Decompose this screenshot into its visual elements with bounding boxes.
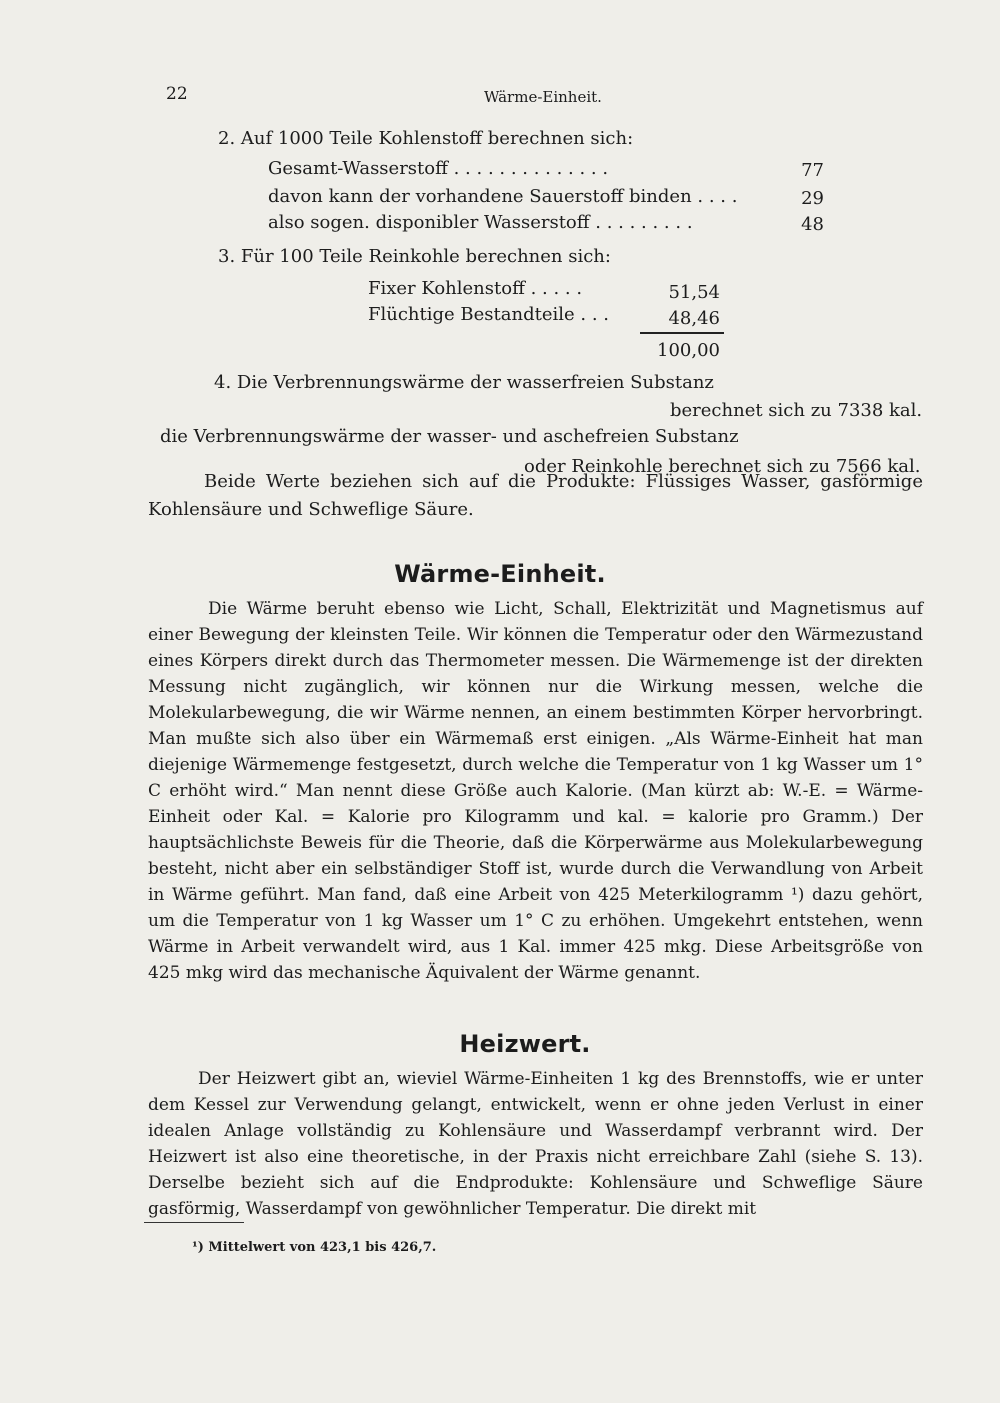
footnote-rule (144, 1222, 244, 1223)
heading-waerme-einheit: Wärme-Einheit. (394, 560, 606, 588)
section2-row-label: Gesamt-Wasserstoff . . . . . . . . . . . . . . (268, 158, 609, 179)
page-number: 22 (166, 84, 188, 104)
section2-row-value: 77 (801, 160, 824, 181)
section2-row-value: 48 (801, 214, 824, 235)
section4-line: oder Reinkohle berechnet sich zu 7566 kal. (524, 456, 921, 477)
section4-line: berechnet sich zu 7338 kal. (670, 400, 923, 421)
section2-row-label: davon kann der vorhandene Sauerstoff binden . . . . (268, 186, 738, 207)
section4-note: Beide Werte beziehen sich auf die Produkte: Flüssiges Wasser, gasförmige Kohlensäure und Schweflige Säure. (148, 471, 923, 520)
section3-row-label: Fixer Kohlenstoff . . . . . (368, 278, 583, 299)
paragraph-heizwert: Der Heizwert gibt an, wieviel Wärme-Einheiten 1 kg des Brennstoffs, wie er unter dem Kessel zur Verwendung gelangt, entwickelt, wenn er ohne jeden Verlust in einer idealen Anlage vollständig zu Kohlensäure und Wasserdampf verbrannt wird. Der Heizwert ist also eine theoretische, in der Praxis nicht erreichbare Zahl (siehe S. 13). Derselbe bezieht sich auf die Endprodukte: Kohlensäure und Schweflige Säure gasförmig, Wasserdampf von gewöhnlicher Temperatur. Die direkt mit (148, 1069, 923, 1219)
section2-intro: 2. Auf 1000 Teile Kohlenstoff berechnen sich: (218, 128, 634, 149)
section3-row-value: 51,54 (668, 282, 720, 303)
running-title: Wärme-Einheit. (484, 88, 602, 106)
section2-row-label: also sogen. disponibler Wasserstoff . . . . . . . . . (268, 212, 693, 233)
section2-row-value: 29 (801, 188, 824, 209)
section4-line: die Verbrennungswärme der wasser- und aschefreien Substanz (160, 426, 739, 447)
section3-row-value: 48,46 (668, 308, 720, 329)
footnote: ¹) Mittelwert von 423,1 bis 426,7. (192, 1240, 437, 1255)
paragraph-waerme-einheit: Die Wärme beruht ebenso wie Licht, Schall, Elektrizität und Magnetismus auf einer Bewegung der kleinsten Teile. Wir können die Temperatur oder den Wärmezustand eines Körpers direkt durch das Thermometer messen. Die Wärmemenge ist der direkten Messung nicht zugänglich, wir können nur die Wirkung messen, welche die Molekularbewegung, die wir Wärme nennen, an einem bestimmten Körper hervorbringt. Man mußte sich also über ein Wärmemaß erst einigen. „Als Wärme-Einheit hat man diejenige Wärmemenge festgesetzt, durch welche die Temperatur von 1 kg Wasser um 1° C erhöht wird.“ Man nennt diese Größe auch Kalorie. (Man kürzt ab: W.-E. = Wärme-Einheit oder Kal. = Kalorie pro Kilogramm und kal. = kalorie pro Gramm.) Der hauptsächlichste Beweis für die Theorie, daß die Körperwärme aus Molekularbewegung besteht, nicht aber ein selbständiger Stoff ist, wurde durch die Verwandlung von Arbeit in Wärme geführt. Man fand, daß eine Arbeit von 425 Meterkilogramm ¹) dazu gehört, um die Temperatur von 1 kg Wasser um 1° C zu erhöhen. Umgekehrt entstehen, wenn Wärme in Arbeit verwandelt wird, aus 1 Kal. immer 425 mkg. Diese Arbeitsgröße von 425 mkg wird das mechanische Äquivalent der Wärme genannt. (148, 599, 923, 983)
section3-row-label: Flüchtige Bestandteile . . . (368, 304, 609, 325)
section4-line: 4. Die Verbrennungswärme der wasserfreien Substanz (214, 372, 714, 393)
section3-total: 100,00 (657, 340, 720, 361)
section3-intro: 3. Für 100 Teile Reinkohle berechnen sich: (218, 246, 611, 267)
heading-heizwert: Heizwert. (459, 1030, 591, 1058)
sum-rule (640, 332, 724, 334)
